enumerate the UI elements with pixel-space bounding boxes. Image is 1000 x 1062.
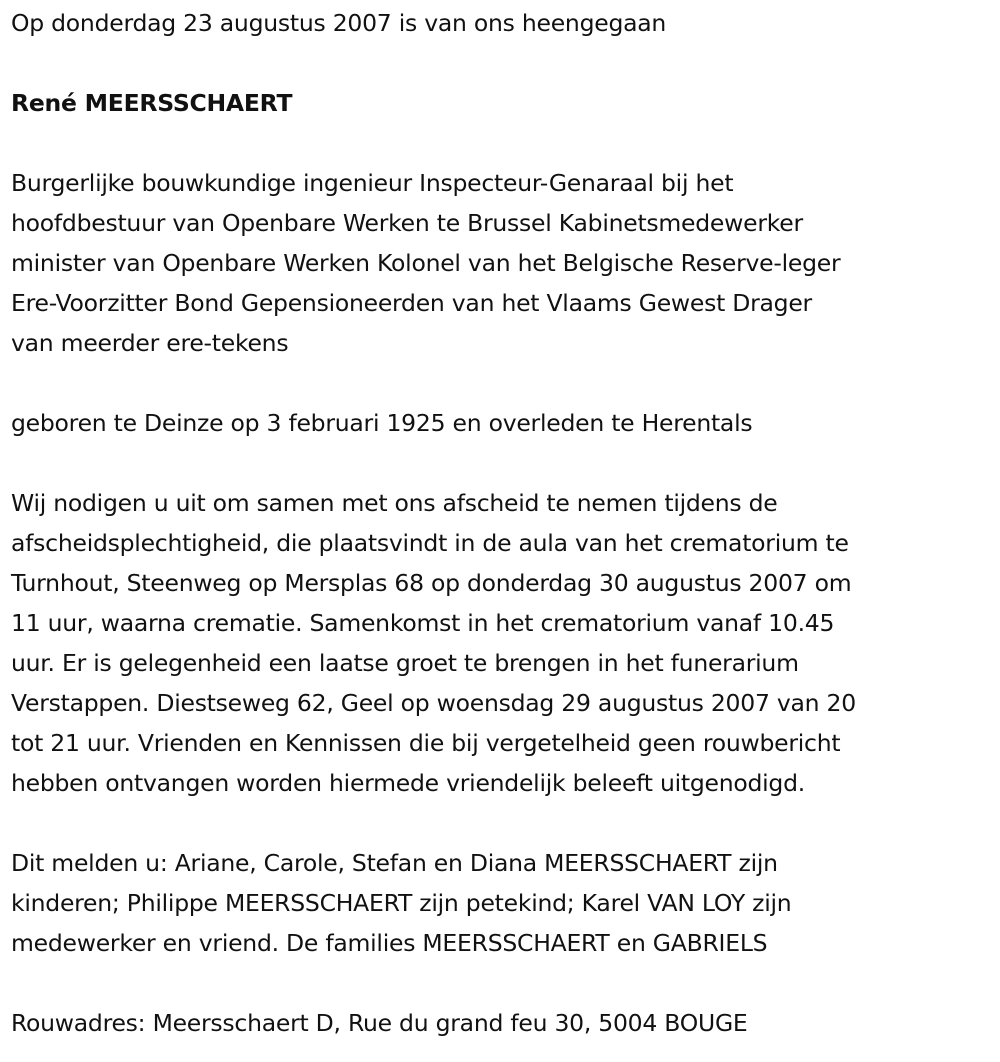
intro-line: Op donderdag 23 augustus 2007 is van ons heengegaan: [11, 9, 667, 37]
address-line: Rouwadres: Meersschaert D, Rue du grand feu 30, 5004 BOUGE: [11, 1009, 748, 1037]
birth-line: geboren te Deinze op 3 februari 1925 en overleden te Herentals: [11, 409, 753, 437]
titles-paragraph: Burgerlijke bouwkundige ingenieur Inspecteur-Genaraal bij het hoofdbestuur van Openbare Werken te Brussel Kabinetsmedewerker minister van Openbare Werken Kolonel van het Belgische Reserve-leger Ere-Voorzitter Bond Gepensioneerden van het Vlaams Gewest Drager van meerder ere-tekens: [11, 169, 841, 357]
deceased-name: René MEERSSCHAERT: [11, 89, 293, 117]
announcers-paragraph: Dit melden u: Ariane, Carole, Stefan en Diana MEERSSCHAERT zijn kinderen; Philippe MEERSSCHAERT zijn petekind; Karel VAN LOY zijn medewerker en vriend. De families MEERSSCHAERT en GABRIELS: [11, 849, 792, 957]
invitation-paragraph: Wij nodigen u uit om samen met ons afscheid te nemen tijdens de afscheidsplechtigheid, die plaatsvindt in de aula van het crematorium te Turnhout, Steenweg op Mersplas 68 op donderdag 30 augustus 2007 om 11 uur, waarna crematie. Samenkomst in het crematorium vanaf 10.45 uur. Er is gelegenheid een laatse groet te brengen in het funerarium Verstappen. Diestseweg 62, Geel op woensdag 29 augustus 2007 van 20 tot 21 uur. Vrienden en Kennissen die bij vergetelheid geen rouwbericht hebben ontvangen worden hiermede vriendelijk beleeft uitgenodigd.: [11, 489, 856, 797]
